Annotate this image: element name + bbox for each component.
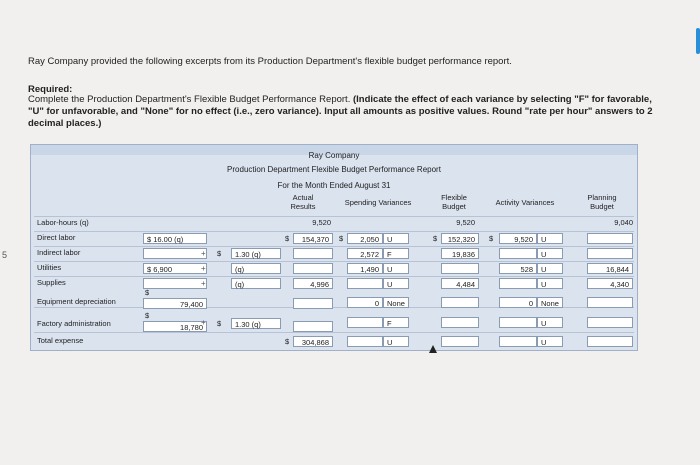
- formula-direct-labor[interactable]: $ 16.00 (q): [143, 233, 207, 244]
- actual-labor-hours: 9,520: [312, 218, 331, 227]
- actual-supplies[interactable]: 4,996: [293, 278, 333, 289]
- required-title: Required:: [28, 84, 73, 95]
- planning-supplies[interactable]: 4,340: [587, 278, 633, 289]
- spending-factory-effect[interactable]: F: [383, 317, 409, 328]
- factory-dollar: $: [145, 311, 150, 320]
- activity-dollar: $: [489, 234, 494, 243]
- spending-utilities-effect[interactable]: U: [383, 263, 409, 274]
- required-main: Complete the Production Department's Flexible Budget Performance Report.: [28, 94, 351, 105]
- actual-dollar: $: [285, 234, 290, 243]
- actual-equipment[interactable]: [293, 298, 333, 309]
- planning-factory-admin[interactable]: [587, 317, 633, 328]
- flexible-indirect-labor[interactable]: 19,836: [441, 248, 479, 259]
- header-actual: Actual Results: [290, 193, 316, 211]
- header-spending: Spending Variances: [344, 198, 412, 207]
- formula-indirect-labor-fixed[interactable]: [143, 248, 207, 259]
- spending-equipment-effect[interactable]: None: [383, 297, 409, 308]
- formula-supplies-rate[interactable]: [231, 278, 281, 289]
- mouse-cursor-icon: [429, 345, 437, 353]
- planning-indirect-labor[interactable]: [587, 248, 633, 259]
- activity-utilities-effect[interactable]: U: [537, 263, 563, 274]
- equipment-dollar: $: [145, 288, 150, 297]
- row-label-factory-admin: Factory administration: [37, 319, 111, 328]
- flexible-total[interactable]: [441, 336, 479, 347]
- formula-supplies-fixed[interactable]: [143, 278, 207, 289]
- activity-factory-amount[interactable]: [499, 317, 537, 328]
- spending-utilities-amount[interactable]: 1,490: [347, 263, 383, 274]
- planning-direct-labor[interactable]: [587, 233, 633, 244]
- activity-utilities-amount[interactable]: 528: [499, 263, 537, 274]
- planning-equipment[interactable]: [587, 297, 633, 308]
- scroll-indicator[interactable]: [696, 28, 700, 54]
- report-title: Production Department Flexible Budget Performance Report: [227, 165, 441, 174]
- spending-factory-amount[interactable]: [347, 317, 383, 328]
- row-divider: [34, 216, 634, 217]
- flexible-labor-hours: 9,520: [456, 218, 475, 227]
- formula-utilities-fixed[interactable]: $ 6,900: [143, 263, 207, 274]
- plus-sign: +: [201, 249, 206, 258]
- activity-factory-effect[interactable]: U: [537, 317, 563, 328]
- formula-equipment[interactable]: 79,400: [143, 298, 207, 309]
- plus-sign: +: [201, 264, 206, 273]
- formula-factory-rate[interactable]: 1.30 (q): [231, 318, 281, 329]
- header-planning: Planning Budget: [587, 193, 617, 211]
- performance-report: [30, 144, 638, 351]
- spending-direct-labor-amount[interactable]: 2,050: [347, 233, 383, 244]
- spending-total-effect[interactable]: U: [383, 336, 409, 347]
- row-label-utilities: Utilities: [37, 263, 62, 272]
- required-text: [28, 94, 668, 130]
- actual-indirect-labor[interactable]: [293, 248, 333, 259]
- intro-text: Ray Company provided the following excerpts from its Production Department's flexible budget performance report.: [28, 56, 512, 67]
- spending-dollar: $: [339, 234, 344, 243]
- planning-labor-hours: 9,040: [614, 218, 633, 227]
- actual-direct-labor[interactable]: 154,370: [293, 233, 333, 244]
- spending-indirect-amount[interactable]: 2,572: [347, 248, 383, 259]
- planning-total[interactable]: [587, 336, 633, 347]
- activity-indirect-effect[interactable]: U: [537, 248, 563, 259]
- spending-total-amount[interactable]: [347, 336, 383, 347]
- flexible-equipment[interactable]: [441, 297, 479, 308]
- planning-utilities[interactable]: 16,844: [587, 263, 633, 274]
- row-divider: [34, 231, 634, 232]
- spending-indirect-effect[interactable]: F: [383, 248, 409, 259]
- activity-indirect-amount[interactable]: [499, 248, 537, 259]
- activity-supplies-amount[interactable]: [499, 278, 537, 289]
- spending-direct-labor-effect[interactable]: U: [383, 233, 409, 244]
- row-divider: [34, 332, 634, 333]
- supplies-q: (q): [235, 280, 245, 289]
- actual-total-dollar: $: [285, 337, 290, 346]
- activity-supplies-effect[interactable]: U: [537, 278, 563, 289]
- activity-total-effect[interactable]: U: [537, 336, 563, 347]
- spending-supplies-amount[interactable]: [347, 278, 383, 289]
- row-label-equipment: Equipment depreciation: [37, 297, 116, 306]
- formula-indirect-labor-rate[interactable]: 1.30 (q): [231, 248, 281, 259]
- row-label-supplies: Supplies: [37, 278, 66, 287]
- dollar-sign: $: [217, 319, 222, 328]
- report-period: For the Month Ended August 31: [277, 181, 391, 190]
- formula-factory-fixed[interactable]: 18,780: [143, 321, 207, 332]
- row-divider: [34, 261, 634, 262]
- row-divider: [34, 276, 634, 277]
- edge-number: 5: [2, 250, 8, 260]
- dollar-sign: $: [217, 249, 222, 258]
- activity-equipment-effect[interactable]: None: [537, 297, 563, 308]
- flexible-factory-admin[interactable]: [441, 317, 479, 328]
- flexible-dollar: $: [433, 234, 438, 243]
- row-label-labor-hours: Labor-hours (q): [37, 218, 89, 227]
- header-activity: Activity Variances: [495, 198, 555, 207]
- flexible-direct-labor[interactable]: 152,320: [441, 233, 479, 244]
- spending-equipment-amount[interactable]: 0: [347, 297, 383, 308]
- flexible-supplies[interactable]: 4,484: [441, 278, 479, 289]
- row-label-total: Total expense: [37, 336, 84, 345]
- activity-equipment-amount[interactable]: 0: [499, 297, 537, 308]
- actual-factory-admin[interactable]: [293, 321, 333, 332]
- actual-total[interactable]: 304,868: [293, 336, 333, 347]
- required-instruction: (Indicate the effect of each variance by selecting "F" for favorable, "U" for unfavorable, and "None" for no effect (i.e., zero variance). Input all amounts as positive values. Round "rate per hour" answers to 2 decimal places.): [28, 94, 653, 129]
- flexible-utilities[interactable]: [441, 263, 479, 274]
- row-divider: [34, 246, 634, 247]
- formula-utilities-rate[interactable]: [231, 263, 281, 274]
- activity-total-amount[interactable]: [499, 336, 537, 347]
- plus-sign: +: [201, 318, 206, 327]
- actual-utilities[interactable]: [293, 263, 333, 274]
- activity-direct-labor-amount[interactable]: 9,520: [499, 233, 537, 244]
- utilities-q: (q): [235, 265, 245, 274]
- row-label-indirect-labor: Indirect labor: [37, 248, 81, 257]
- activity-direct-labor-effect[interactable]: U: [537, 233, 563, 244]
- report-company: Ray Company: [308, 151, 360, 160]
- header-flexible: Flexible Budget: [441, 193, 467, 211]
- spending-supplies-effect[interactable]: U: [383, 278, 409, 289]
- plus-sign: +: [201, 279, 206, 288]
- row-label-direct-labor: Direct labor: [37, 233, 76, 242]
